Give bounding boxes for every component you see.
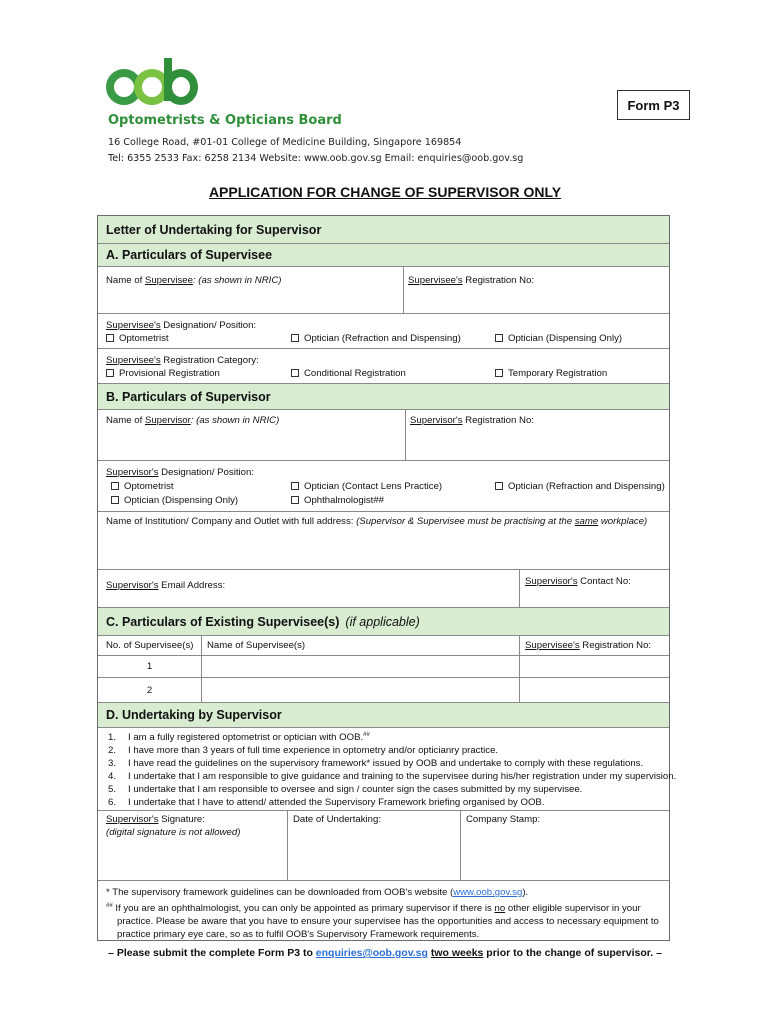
checkbox-optometrist[interactable]: Optometrist [106,333,169,344]
supervisor-reg-no-field[interactable]: Supervisor's Registration No: [405,410,669,460]
document-title: APPLICATION FOR CHANGE OF SUPERVISOR ONLY [208,184,562,200]
checkbox-conditional[interactable]: Conditional Registration [291,368,406,379]
submission-email-link[interactable]: enquiries@oob.gov.sg [315,947,428,959]
supervisee-category-label: Supervisee's Registration Category: [106,355,259,366]
checkbox-temporary[interactable]: Temporary Registration [495,368,607,379]
table-row [98,678,669,703]
supervisor-signature-field[interactable]: Supervisor's Signature: (digital signature is not allowed) [106,814,241,838]
supervisee-category-row [98,349,669,384]
section-c-title: C. Particulars of Existing Supervisee(s) [106,614,340,629]
section-d-title: D. Undertaking by Supervisor [106,708,282,722]
institution-field[interactable]: Name of Institution/ Company and Outlet with full address: (Supervisor & Supervisee must be practising at the same workplace) [98,512,669,570]
checkbox-optician-refraction[interactable]: Optician (Refraction and Dispensing) [291,333,461,344]
supervisor-name-field[interactable]: Name of Supervisor: (as shown in NRIC) [106,415,280,426]
supervisor-email-field[interactable]: Supervisor's Email Address: [106,580,226,591]
date-of-undertaking-field[interactable]: Date of Undertaking: [287,811,460,880]
list-item: I undertake that I am responsible to give guidance and training to the supervisee during his/her registration under my supervision. [128,771,677,782]
checkbox-sup-refraction[interactable]: Optician (Refraction and Dispensing) [495,481,665,492]
supervisee-designation-row [98,314,669,349]
supervisor-contact-no-field[interactable]: Supervisor's Contact No: [519,570,669,607]
row-number: 1 [146,661,153,672]
oob-website-link[interactable]: www.oob.gov.sg [453,887,523,898]
supervisee-name-row [98,267,669,314]
note-guidelines: * The supervisory framework guidelines can be downloaded from OOB's website (www.oob.gov.sg). [106,887,529,898]
note-ophthalmologist-line2: practice. Please be aware that you have to ensure your supervisee has the opportunities and access to necessary equipment to [117,916,659,927]
list-item: I undertake that I am responsible to oversee and sign / counter sign the cases submitted by my supervisee. [128,784,583,795]
checkbox-sup-ophthalmologist[interactable]: Ophthalmologist## [291,495,384,506]
supervisee-2-reg-no[interactable] [519,678,669,702]
section-b-title: B. Particulars of Supervisor [106,389,271,404]
section-a-title: A. Particulars of Supervisee [106,248,273,262]
existing-supervisees-header [98,636,669,656]
supervisor-name-row [98,410,669,461]
note-ophthalmologist: ## If you are an ophthalmologist, you can only be appointed as primary supervisor if there is no other eligible supervisor in your [106,903,641,915]
notes-block [98,881,669,942]
col-reg-no: Supervisee's Registration No: [525,640,652,651]
list-item: I undertake that I have to attend/ attended the Supervisory Framework briefing organised by OOB. [128,797,545,808]
signature-note: (digital signature is not allowed) [106,827,241,838]
checkbox-optician-dispensing[interactable]: Optician (Dispensing Only) [495,333,622,344]
section-d-heading [98,703,669,728]
supervisee-name-field[interactable]: Name of Supervisee: (as shown in NRIC) [106,275,282,286]
org-contact: Tel: 6355 2533 Fax: 6258 2134 Website: www.oob.gov.sg Email: enquiries@oob.gov.sg [108,153,524,164]
supervisee-1-reg-no[interactable] [519,656,669,677]
section-c-heading [98,608,669,636]
checkbox-sup-dispensing[interactable]: Optician (Dispensing Only) [111,495,238,506]
note-ophthalmologist-line3: practice primary eye care, so as to fulfil OOB's Supervisory Framework requirements. [117,929,480,940]
section-a-heading [98,244,669,267]
oob-logo-mark [106,52,198,112]
oob-logo [106,52,198,117]
org-address: 16 College Road, #01-01 College of Medicine Building, Singapore 169854 [108,137,462,148]
col-no: No. of Supervisee(s) [106,640,194,651]
section-c-note: (if applicable) [345,614,420,629]
supervisee-designation-label: Supervisee's Designation/ Position: [106,320,257,331]
list-item: I am a fully registered optometrist or optician with OOB.## [128,732,370,744]
checkbox-sup-optometrist[interactable]: Optometrist [111,481,174,492]
list-item: I have more than 3 years of full time experience in optometry and/or opticianry practice. [128,745,499,756]
row-number: 2 [146,685,153,696]
application-form [97,215,677,941]
supervisor-contact-row [98,570,669,608]
list-item: I have read the guidelines on the supervisory framework* issued by OOB and undertake to comply with these regulations. [128,758,644,769]
signature-row [98,811,669,881]
col-name: Name of Supervisee(s) [207,640,306,651]
section-b-heading [98,384,669,410]
letter-title: Letter of Undertaking for Supervisor [106,222,322,237]
supervisor-designation-label: Supervisor's Designation/ Position: [106,467,254,478]
supervisee-1-name[interactable] [201,656,519,677]
table-row [98,656,669,678]
checkbox-provisional[interactable]: Provisional Registration [106,368,220,379]
company-stamp-field[interactable]: Company Stamp: [460,811,669,880]
undertaking-list: 1. I am a fully registered optometrist or optician with OOB.## 2. I have more than 3 years of full time experience in optometry and/or opticianry practice. 3. I have read the guidelines on the supervisory framework* issued by OOB and undertake to comply with these regulations. 4. I undertake that I am responsible to give guidance and training to the supervisee during his/her registration under my supervision. 5. I undertake that I am responsible to oversee and sign / counter sign the cases submitted by my supervisee. 6. I undertake that I have to attend/ attended the Supervisory Framework briefing organised by OOB. [98,728,669,811]
submission-instruction: – Please submit the complete Form P3 to enquiries@oob.gov.sg two weeks prior to the change of supervisor. – [108,947,662,959]
org-name: Optometrists & Opticians Board [108,113,342,128]
supervisee-2-name[interactable] [201,678,519,702]
letter-title-band [98,216,669,244]
checkbox-sup-contact-lens[interactable]: Optician (Contact Lens Practice) [291,481,442,492]
form-number-box: Form P3 [617,90,690,120]
supervisor-designation-row [98,461,669,512]
supervisee-reg-no-field[interactable]: Supervisee's Registration No: [403,267,669,313]
